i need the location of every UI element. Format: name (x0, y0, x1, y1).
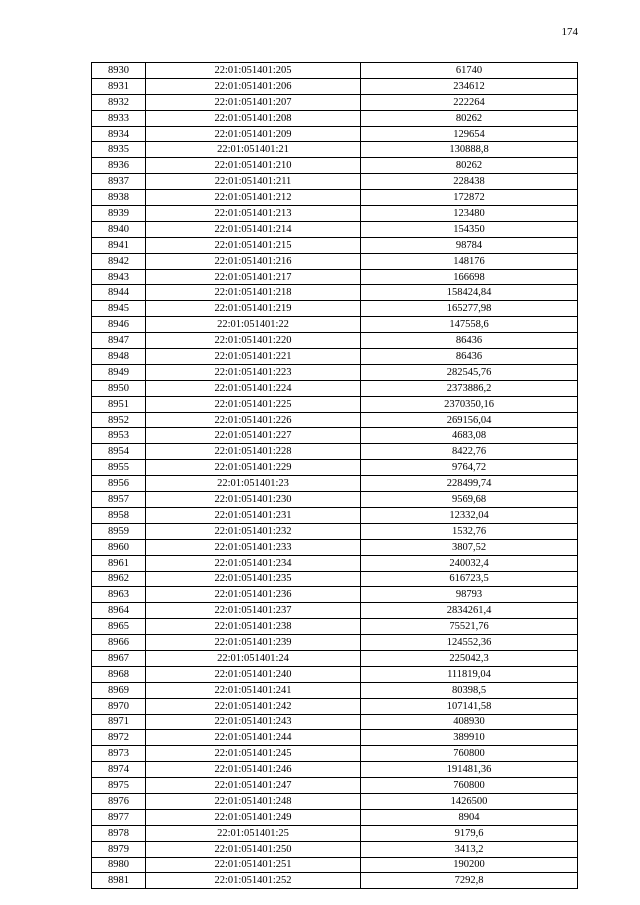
table-row (92, 253, 578, 269)
value-cell: 98793 (361, 587, 578, 603)
row-number-cell: 8960 (92, 539, 146, 555)
cadastral-number-cell: 22:01:051401:213 (146, 206, 361, 222)
table-row (92, 825, 578, 841)
value-cell: 80262 (361, 158, 578, 174)
row-number-cell: 8945 (92, 301, 146, 317)
value-cell: 158424,84 (361, 285, 578, 301)
row-number-cell: 8954 (92, 444, 146, 460)
table-row (92, 571, 578, 587)
cadastral-number-cell: 22:01:051401:210 (146, 158, 361, 174)
cadastral-number-cell: 22:01:051401:234 (146, 555, 361, 571)
row-number-cell: 8974 (92, 762, 146, 778)
value-cell: 3807,52 (361, 539, 578, 555)
row-number-cell: 8969 (92, 682, 146, 698)
cadastral-number-cell: 22:01:051401:22 (146, 317, 361, 333)
value-cell: 129654 (361, 126, 578, 142)
table-row (92, 460, 578, 476)
value-cell: 7292,8 (361, 873, 578, 889)
value-cell: 124552,36 (361, 635, 578, 651)
table-row (92, 778, 578, 794)
value-cell: 234612 (361, 78, 578, 94)
cadastral-number-cell: 22:01:051401:231 (146, 507, 361, 523)
row-number-cell: 8957 (92, 492, 146, 508)
table-row (92, 269, 578, 285)
value-cell: 86436 (361, 349, 578, 365)
row-number-cell: 8944 (92, 285, 146, 301)
table-row (92, 158, 578, 174)
cadastral-number-cell: 22:01:051401:247 (146, 778, 361, 794)
value-cell: 269156,04 (361, 412, 578, 428)
value-cell: 80262 (361, 110, 578, 126)
row-number-cell: 8933 (92, 110, 146, 126)
row-number-cell: 8955 (92, 460, 146, 476)
row-number-cell: 8942 (92, 253, 146, 269)
row-number-cell: 8981 (92, 873, 146, 889)
row-number-cell: 8946 (92, 317, 146, 333)
row-number-cell: 8932 (92, 94, 146, 110)
value-cell: 12332,04 (361, 507, 578, 523)
table-row (92, 94, 578, 110)
row-number-cell: 8934 (92, 126, 146, 142)
table-row (92, 873, 578, 889)
row-number-cell: 8935 (92, 142, 146, 158)
value-cell: 8422,76 (361, 444, 578, 460)
row-number-cell: 8950 (92, 380, 146, 396)
cadastral-number-cell: 22:01:051401:206 (146, 78, 361, 94)
cadastral-number-cell: 22:01:051401:211 (146, 174, 361, 190)
row-number-cell: 8978 (92, 825, 146, 841)
cadastral-number-cell: 22:01:051401:214 (146, 221, 361, 237)
table-row (92, 301, 578, 317)
value-cell: 130888,8 (361, 142, 578, 158)
value-cell: 616723,5 (361, 571, 578, 587)
cadastral-number-cell: 22:01:051401:229 (146, 460, 361, 476)
cadastral-number-cell: 22:01:051401:239 (146, 635, 361, 651)
value-cell: 111819,04 (361, 666, 578, 682)
row-number-cell: 8966 (92, 635, 146, 651)
cadastral-number-cell: 22:01:051401:233 (146, 539, 361, 555)
table-row (92, 762, 578, 778)
value-cell: 166698 (361, 269, 578, 285)
cadastral-number-cell: 22:01:051401:212 (146, 190, 361, 206)
cadastral-number-cell: 22:01:051401:228 (146, 444, 361, 460)
table-row (92, 730, 578, 746)
page-number: 174 (561, 26, 578, 38)
value-cell: 228438 (361, 174, 578, 190)
row-number-cell: 8952 (92, 412, 146, 428)
cadastral-number-cell: 22:01:051401:236 (146, 587, 361, 603)
value-cell: 225042,3 (361, 650, 578, 666)
table-row (92, 380, 578, 396)
cadastral-number-cell: 22:01:051401:207 (146, 94, 361, 110)
cadastral-number-cell: 22:01:051401:243 (146, 714, 361, 730)
table-row (92, 857, 578, 873)
row-number-cell: 8943 (92, 269, 146, 285)
cadastral-number-cell: 22:01:051401:224 (146, 380, 361, 396)
cadastral-number-cell: 22:01:051401:21 (146, 142, 361, 158)
value-cell: 123480 (361, 206, 578, 222)
row-number-cell: 8980 (92, 857, 146, 873)
value-cell: 4683,08 (361, 428, 578, 444)
row-number-cell: 8956 (92, 476, 146, 492)
value-cell: 191481,36 (361, 762, 578, 778)
value-cell: 9179,6 (361, 825, 578, 841)
table-row (92, 587, 578, 603)
value-cell: 389910 (361, 730, 578, 746)
table-row (92, 555, 578, 571)
row-number-cell: 8971 (92, 714, 146, 730)
table-row (92, 698, 578, 714)
row-number-cell: 8936 (92, 158, 146, 174)
row-number-cell: 8964 (92, 603, 146, 619)
table-row (92, 444, 578, 460)
value-cell: 107141,58 (361, 698, 578, 714)
table-row (92, 809, 578, 825)
cadastral-number-cell: 22:01:051401:250 (146, 841, 361, 857)
cadastral-value-table (91, 62, 578, 889)
row-number-cell: 8940 (92, 221, 146, 237)
cadastral-number-cell: 22:01:051401:215 (146, 237, 361, 253)
cadastral-number-cell: 22:01:051401:223 (146, 364, 361, 380)
value-cell: 240032,4 (361, 555, 578, 571)
value-cell: 282545,76 (361, 364, 578, 380)
row-number-cell: 8961 (92, 555, 146, 571)
row-number-cell: 8963 (92, 587, 146, 603)
value-cell: 2373886,2 (361, 380, 578, 396)
row-number-cell: 8959 (92, 523, 146, 539)
table-row (92, 142, 578, 158)
cadastral-number-cell: 22:01:051401:240 (146, 666, 361, 682)
value-cell: 408930 (361, 714, 578, 730)
table-row (92, 428, 578, 444)
cadastral-number-cell: 22:01:051401:251 (146, 857, 361, 873)
table-row (92, 396, 578, 412)
cadastral-number-cell: 22:01:051401:205 (146, 63, 361, 79)
cadastral-number-cell: 22:01:051401:209 (146, 126, 361, 142)
row-number-cell: 8972 (92, 730, 146, 746)
row-number-cell: 8977 (92, 809, 146, 825)
cadastral-number-cell: 22:01:051401:23 (146, 476, 361, 492)
table-row (92, 412, 578, 428)
table-row (92, 63, 578, 79)
table-row (92, 190, 578, 206)
value-cell: 172872 (361, 190, 578, 206)
table-row (92, 285, 578, 301)
table-row (92, 492, 578, 508)
table-row (92, 349, 578, 365)
value-cell: 98784 (361, 237, 578, 253)
cadastral-number-cell: 22:01:051401:226 (146, 412, 361, 428)
row-number-cell: 8979 (92, 841, 146, 857)
row-number-cell: 8930 (92, 63, 146, 79)
value-cell: 148176 (361, 253, 578, 269)
row-number-cell: 8931 (92, 78, 146, 94)
cadastral-number-cell: 22:01:051401:219 (146, 301, 361, 317)
value-cell: 2370350,16 (361, 396, 578, 412)
cadastral-number-cell: 22:01:051401:245 (146, 746, 361, 762)
value-cell: 1532,76 (361, 523, 578, 539)
value-cell: 9764,72 (361, 460, 578, 476)
cadastral-number-cell: 22:01:051401:227 (146, 428, 361, 444)
row-number-cell: 8939 (92, 206, 146, 222)
value-cell: 154350 (361, 221, 578, 237)
table-row (92, 619, 578, 635)
cadastral-number-cell: 22:01:051401:235 (146, 571, 361, 587)
value-cell: 147558,6 (361, 317, 578, 333)
cadastral-number-cell: 22:01:051401:246 (146, 762, 361, 778)
table-row (92, 746, 578, 762)
table-row (92, 206, 578, 222)
row-number-cell: 8976 (92, 793, 146, 809)
table-row (92, 333, 578, 349)
row-number-cell: 8967 (92, 650, 146, 666)
value-cell: 760800 (361, 778, 578, 794)
table-row (92, 110, 578, 126)
table-row (92, 174, 578, 190)
table-row (92, 126, 578, 142)
table-row (92, 507, 578, 523)
row-number-cell: 8948 (92, 349, 146, 365)
row-number-cell: 8938 (92, 190, 146, 206)
cadastral-number-cell: 22:01:051401:217 (146, 269, 361, 285)
value-cell: 86436 (361, 333, 578, 349)
value-cell: 222264 (361, 94, 578, 110)
cadastral-number-cell: 22:01:051401:216 (146, 253, 361, 269)
table-row (92, 476, 578, 492)
table-row (92, 793, 578, 809)
cadastral-number-cell: 22:01:051401:24 (146, 650, 361, 666)
table-row (92, 221, 578, 237)
value-cell: 190200 (361, 857, 578, 873)
value-cell: 2834261,4 (361, 603, 578, 619)
table-body (92, 63, 578, 889)
row-number-cell: 8941 (92, 237, 146, 253)
value-cell: 760800 (361, 746, 578, 762)
table-row (92, 635, 578, 651)
table-row (92, 523, 578, 539)
cadastral-number-cell: 22:01:051401:249 (146, 809, 361, 825)
cadastral-number-cell: 22:01:051401:220 (146, 333, 361, 349)
table-row (92, 364, 578, 380)
value-cell: 8904 (361, 809, 578, 825)
cadastral-number-cell: 22:01:051401:221 (146, 349, 361, 365)
table-row (92, 237, 578, 253)
cadastral-number-cell: 22:01:051401:248 (146, 793, 361, 809)
row-number-cell: 8973 (92, 746, 146, 762)
value-cell: 165277,98 (361, 301, 578, 317)
cadastral-number-cell: 22:01:051401:232 (146, 523, 361, 539)
table-row (92, 841, 578, 857)
table-row (92, 317, 578, 333)
row-number-cell: 8970 (92, 698, 146, 714)
value-cell: 1426500 (361, 793, 578, 809)
table-row (92, 714, 578, 730)
cadastral-number-cell: 22:01:051401:238 (146, 619, 361, 635)
row-number-cell: 8947 (92, 333, 146, 349)
table-row (92, 78, 578, 94)
value-cell: 80398,5 (361, 682, 578, 698)
table-row (92, 650, 578, 666)
row-number-cell: 8958 (92, 507, 146, 523)
row-number-cell: 8962 (92, 571, 146, 587)
table-row (92, 682, 578, 698)
row-number-cell: 8949 (92, 364, 146, 380)
value-cell: 3413,2 (361, 841, 578, 857)
row-number-cell: 8968 (92, 666, 146, 682)
row-number-cell: 8965 (92, 619, 146, 635)
cadastral-number-cell: 22:01:051401:25 (146, 825, 361, 841)
value-cell: 228499,74 (361, 476, 578, 492)
table-row (92, 666, 578, 682)
row-number-cell: 8937 (92, 174, 146, 190)
cadastral-number-cell: 22:01:051401:208 (146, 110, 361, 126)
table-row (92, 603, 578, 619)
cadastral-number-cell: 22:01:051401:225 (146, 396, 361, 412)
cadastral-number-cell: 22:01:051401:230 (146, 492, 361, 508)
cadastral-number-cell: 22:01:051401:237 (146, 603, 361, 619)
value-cell: 61740 (361, 63, 578, 79)
row-number-cell: 8953 (92, 428, 146, 444)
row-number-cell: 8975 (92, 778, 146, 794)
cadastral-number-cell: 22:01:051401:244 (146, 730, 361, 746)
cadastral-number-cell: 22:01:051401:242 (146, 698, 361, 714)
cadastral-number-cell: 22:01:051401:241 (146, 682, 361, 698)
value-cell: 9569,68 (361, 492, 578, 508)
table-row (92, 539, 578, 555)
value-cell: 75521,76 (361, 619, 578, 635)
cadastral-number-cell: 22:01:051401:218 (146, 285, 361, 301)
cadastral-number-cell: 22:01:051401:252 (146, 873, 361, 889)
row-number-cell: 8951 (92, 396, 146, 412)
